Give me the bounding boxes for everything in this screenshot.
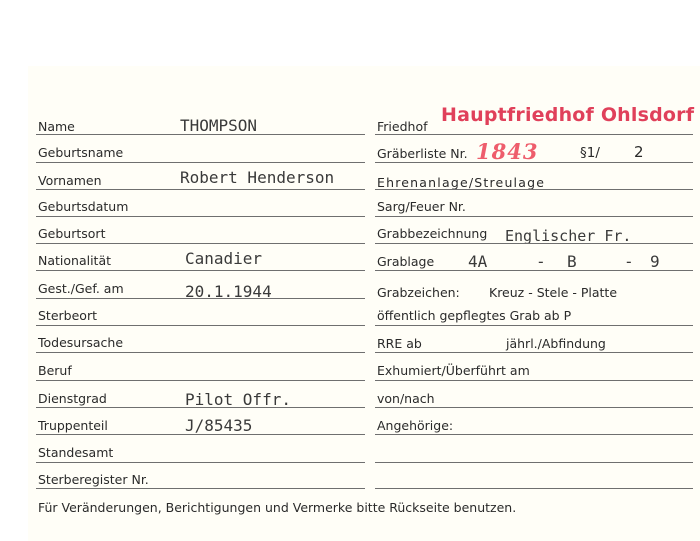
graeberliste-line	[375, 162, 693, 163]
gest-value: 20.1.1944	[185, 282, 272, 301]
beruf-line	[36, 380, 365, 381]
sterberegister-label: Sterberegister Nr.	[38, 472, 149, 487]
grabbezeichnung-line	[375, 243, 693, 244]
vonnach-line	[375, 407, 693, 408]
footer-note: Für Veränderungen, Berichtigungen und Vermerke bitte Rückseite benutzen.	[38, 500, 517, 515]
exhumiert-line	[375, 380, 693, 381]
sarg-line	[375, 216, 693, 217]
truppenteil-line	[36, 434, 365, 435]
grabbezeichnung-label: Grabbezeichnung	[377, 226, 488, 241]
geburtsort-line	[36, 243, 365, 244]
abfindung-label: jährl./Abfindung	[506, 336, 606, 351]
gest-line	[36, 298, 365, 299]
geburtsdatum-line	[36, 216, 365, 217]
gepflegt-line	[375, 325, 693, 326]
paragraph-value: §1/	[580, 145, 600, 161]
dienstgrad-value: Pilot Offr.	[185, 390, 291, 409]
vornamen-label: Vornamen	[38, 173, 102, 188]
angehoerige-line-2	[375, 462, 693, 463]
graeberliste-value: 1843	[476, 139, 539, 164]
ehrenanlage-line	[375, 189, 693, 190]
grablage-c: 9	[650, 252, 660, 271]
friedhof-stamp: Hauptfriedhof Ohlsdorf	[441, 104, 695, 126]
sterbeort-line	[36, 325, 365, 326]
dienstgrad-line	[36, 407, 365, 408]
nationalitaet-label: Nationalität	[38, 253, 112, 268]
vornamen-value: Robert Henderson	[180, 168, 335, 187]
geburtsname-label: Geburtsname	[38, 145, 124, 160]
name-label: Name	[38, 119, 75, 134]
sarg-label: Sarg/Feuer Nr.	[377, 199, 466, 214]
grabzeichen-label: Grabzeichen:	[377, 285, 460, 300]
grablage-sep1: -	[536, 252, 546, 271]
gepflegt-label: öffentlich gepflegtes Grab ab P	[377, 308, 572, 323]
todesursache-label: Todesursache	[38, 335, 124, 350]
dienstgrad-label: Dienstgrad	[38, 391, 107, 406]
name-value: THOMPSON	[180, 116, 258, 135]
friedhof-line	[375, 134, 693, 135]
exhumiert-label: Exhumiert/Überführt am	[377, 363, 530, 378]
nationalitaet-line	[36, 270, 365, 271]
grablage-b: B	[567, 252, 577, 271]
grablage-sep2: -	[624, 252, 634, 271]
rre-label: RRE ab	[377, 336, 422, 351]
vonnach-label: von/nach	[377, 391, 435, 406]
record-card	[28, 66, 700, 541]
grablage-label: Grablage	[377, 254, 435, 269]
rre-line	[375, 352, 693, 353]
angehoerige-label: Angehörige:	[377, 418, 454, 433]
geburtsort-label: Geburtsort	[38, 226, 106, 241]
truppenteil-value: J/85435	[185, 416, 253, 435]
angehoerige-line	[375, 434, 693, 435]
beruf-label: Beruf	[38, 363, 72, 378]
nationalitaet-value: Canadier	[185, 249, 263, 268]
sterbeort-label: Sterbeort	[38, 308, 97, 323]
sterberegister-line	[36, 488, 365, 489]
standesamt-label: Standesamt	[38, 445, 114, 460]
geburtsname-line	[36, 162, 365, 163]
geburtsdatum-label: Geburtsdatum	[38, 199, 129, 214]
grabzeichen-options: Kreuz - Stele - Platte	[489, 285, 618, 300]
grablage-line	[375, 270, 693, 271]
todesursache-line	[36, 352, 365, 353]
angehoerige-line-3	[375, 488, 693, 489]
standesamt-line	[36, 462, 365, 463]
friedhof-label: Friedhof	[377, 119, 428, 134]
name-line	[36, 134, 365, 135]
grabbezeichnung-value: Englischer Fr.	[505, 227, 632, 245]
grablage-a: 4A	[468, 252, 488, 271]
graeberliste-label: Gräberliste Nr.	[377, 146, 468, 161]
ehrenanlage-label: Ehrenanlage/Streulage	[377, 175, 546, 190]
paragraph-num: 2	[634, 143, 644, 161]
truppenteil-label: Truppenteil	[38, 418, 108, 433]
vornamen-line	[36, 189, 365, 190]
gest-label: Gest./Gef. am	[38, 281, 124, 296]
